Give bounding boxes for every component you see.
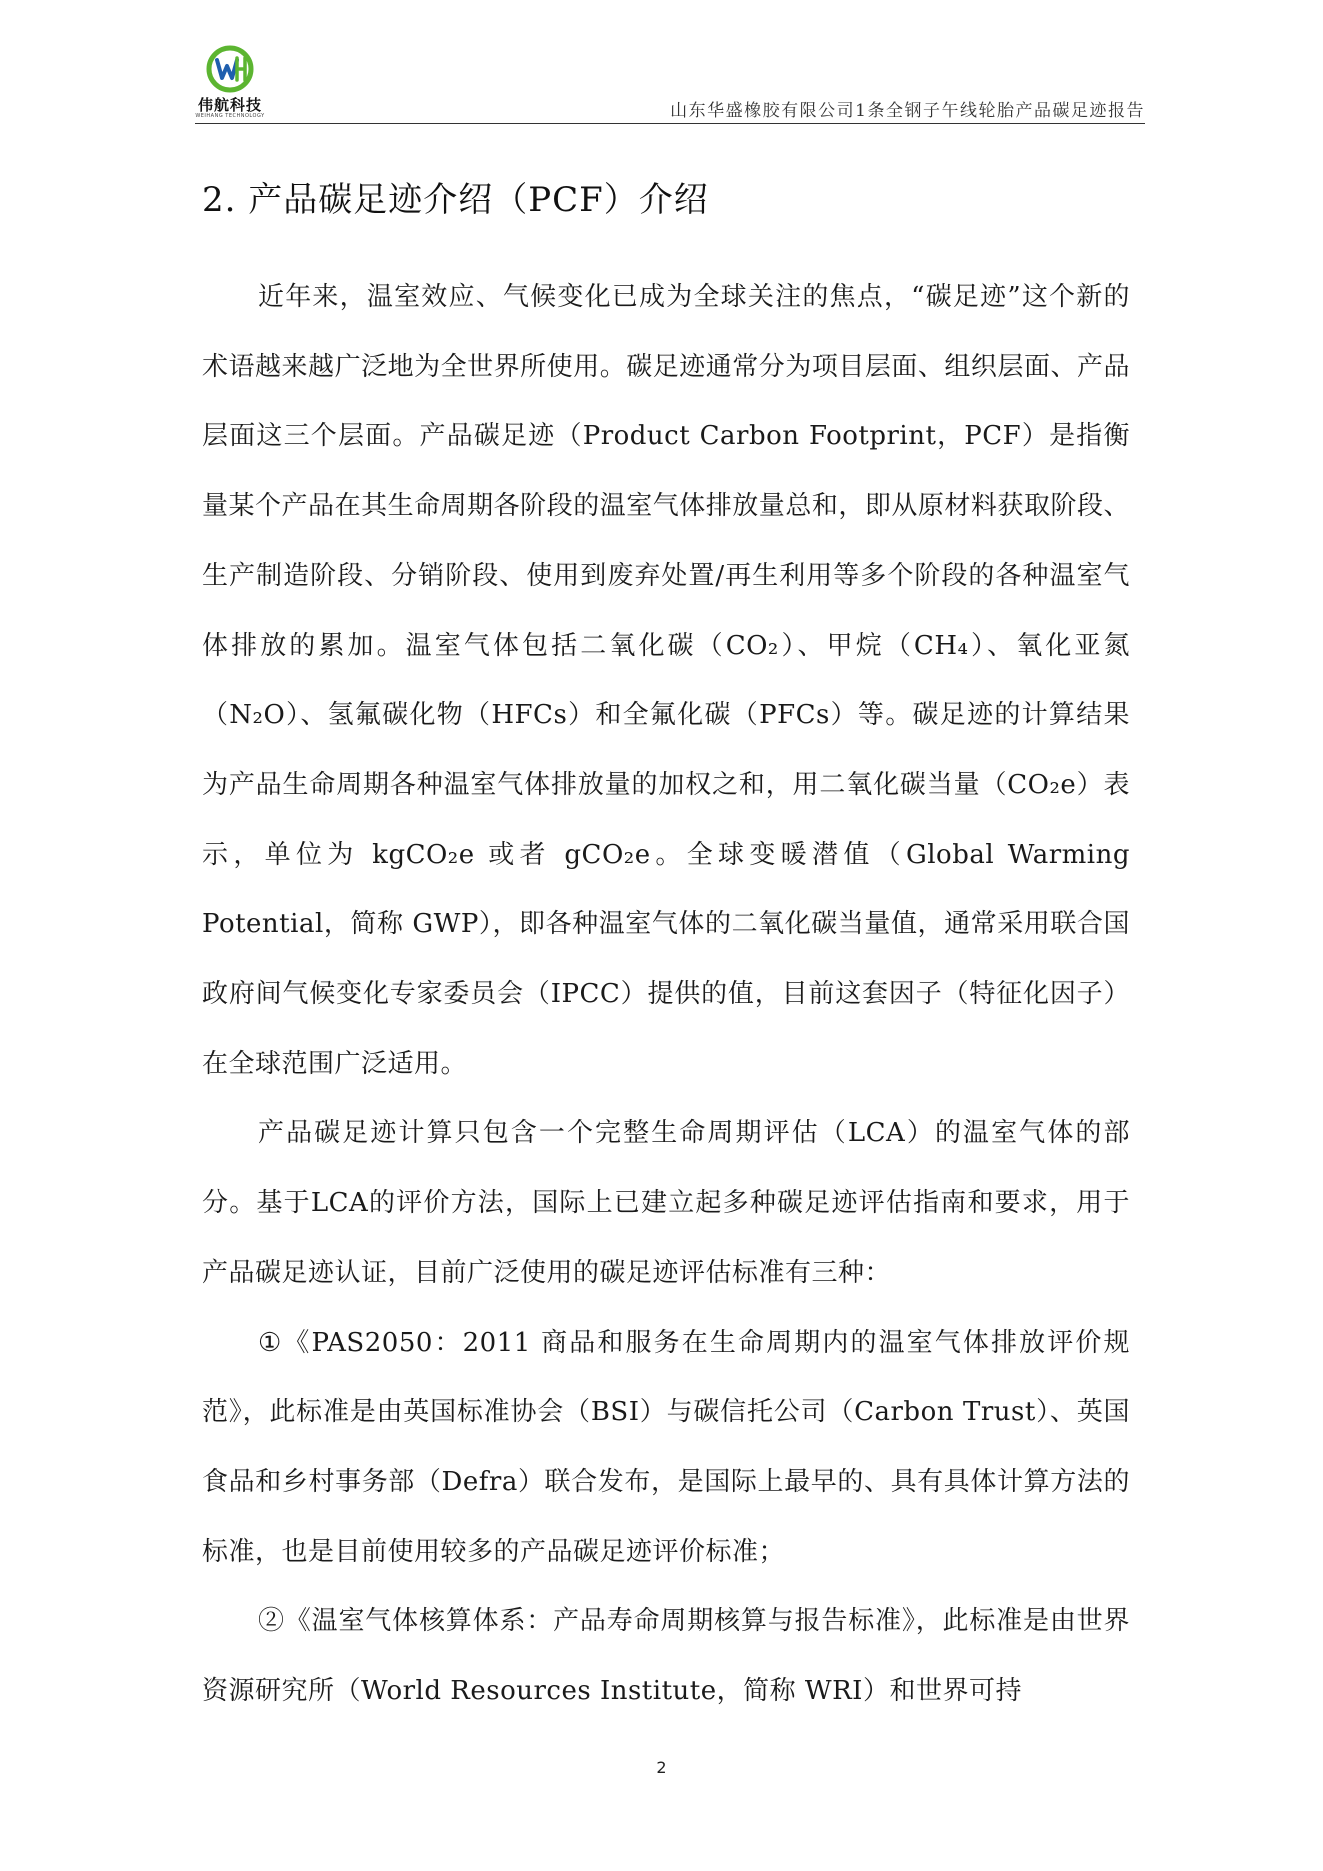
report-header-title: 山东华盛橡胶有限公司1条全钢子午线轮胎产品碳足迹报告 [670,101,1145,121]
paragraph-ghg-protocol: ②《温室气体核算体系：产品寿命周期核算与报告标准》，此标准是由世界资源研究所（World Resources Institute，简称 WRI）和世界可持 [202,1606,1130,1707]
header-divider [195,123,1145,124]
logo-subtext: WEIHANG TECHNOLOGY [195,113,265,119]
paragraph-lca: 产品碳足迹计算只包含一个完整生命周期评估（LCA）的温室气体的部分。基于LCA的评价方法，国际上已建立起多种碳足迹评估指南和要求，用于产品碳足迹认证，目前广泛使用的碳足迹评估标准有三种： [202,1118,1130,1288]
company-logo [195,44,265,122]
paragraph-pas2050: ①《PAS2050：2011 商品和服务在生命周期内的温室气体排放评价规范》，此标准是由英国标准协会（BSI）与碳信托公司（Carbon Trust）、英国食品和乡村事务部（Defra）联合发布，是国际上最早的、具有具体计算方法的标准，也是目前使用较多的产品碳足迹评价标准； [202,1327,1130,1567]
page-number: 2 [656,1758,667,1777]
logo-text: 伟航科技 [197,96,262,114]
logo-wh-icon [205,44,255,94]
section-heading: 2. 产品碳足迹介绍（PCF）介绍 [202,180,709,220]
page-header [195,44,1145,124]
body-content [202,263,1130,1727]
paragraph-pcf-intro: 近年来，温室效应、气候变化已成为全球关注的焦点，“碳足迹”这个新的术语越来越广泛地为全世界所使用。碳足迹通常分为项目层面、组织层面、产品层面这三个层面。产品碳足迹（Product Carbon Footprint，PCF）是指衡量某个产品在其生命周期各阶段的温室气体排放量总和，即从原材料获取阶段、生产制造阶段、分销阶段、使用到废弃处置/再生利用等多个阶段的各种温室气体排放的累加。温室气体包括二氧化碳（CO₂）、甲烷（CH₄）、氧化亚氮（N₂O）、氢氟碳化物（HFCs）和全氟化碳（PFCs）等。碳足迹的计算结果为产品生命周期各种温室气体排放量的加权之和，用二氧化碳当量（CO₂e）表示，单位为 kgCO₂e 或者 gCO₂e。全球变暖潜值（Global Warming Potential，简称 GWP），即各种温室气体的二氧化碳当量值，通常采用联合国政府间气候变化专家委员会（IPCC）提供的值，目前这套因子（特征化因子）在全球范围广泛适用。 [202,282,1130,1079]
